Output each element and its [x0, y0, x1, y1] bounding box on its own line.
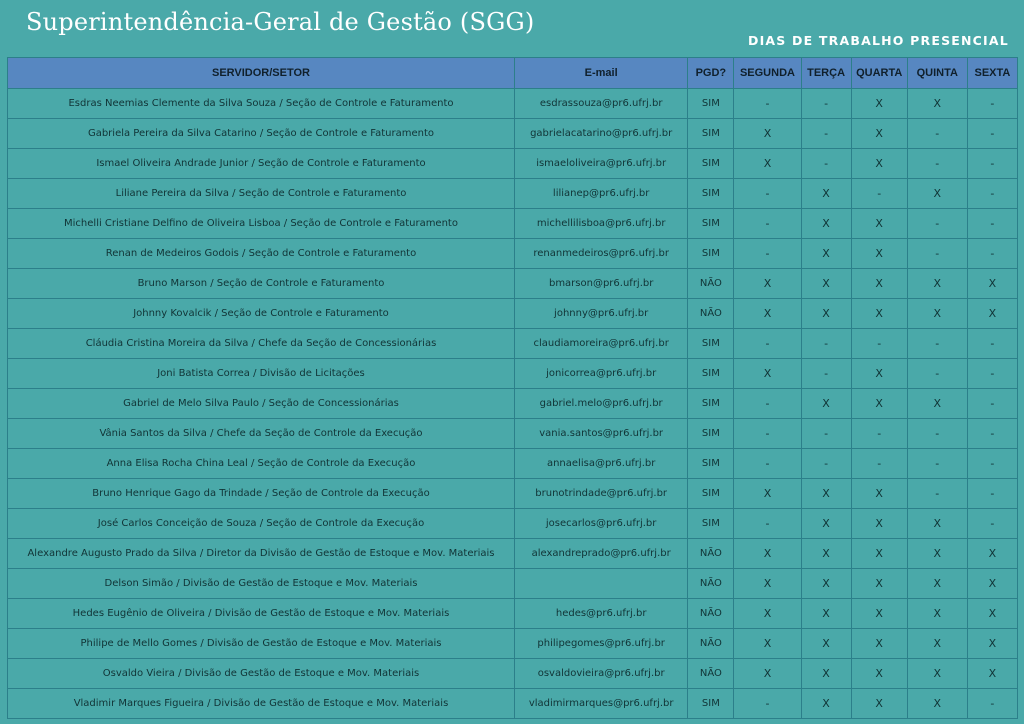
cell-quarta: X	[851, 299, 907, 329]
table-row	[8, 269, 1018, 299]
column-header-terca: TERÇA	[801, 58, 851, 89]
cell-pgd: NÃO	[688, 659, 734, 689]
cell-quarta: -	[851, 419, 907, 449]
cell-terca: -	[801, 329, 851, 359]
cell-quinta: X	[907, 599, 967, 629]
cell-quinta: X	[907, 89, 967, 119]
cell-terca: -	[801, 119, 851, 149]
cell-sexta: -	[967, 329, 1017, 359]
table-header-row	[8, 58, 1018, 89]
table-row	[8, 569, 1018, 599]
cell-email: lilianep@pr6.ufrj.br	[515, 179, 688, 209]
cell-servidor: Osvaldo Vieira / Divisão de Gestão de Estoque e Mov. Materiais	[8, 659, 515, 689]
cell-email: philipegomes@pr6.ufrj.br	[515, 629, 688, 659]
cell-segunda: X	[734, 659, 801, 689]
column-header-quarta: QUARTA	[851, 58, 907, 89]
cell-pgd: NÃO	[688, 569, 734, 599]
cell-terca: -	[801, 149, 851, 179]
cell-sexta: X	[967, 659, 1017, 689]
cell-quinta: -	[907, 479, 967, 509]
cell-servidor: Joni Batista Correa / Divisão de Licitações	[8, 359, 515, 389]
cell-terca: X	[801, 239, 851, 269]
cell-pgd: SIM	[688, 509, 734, 539]
cell-email: esdrassouza@pr6.ufrj.br	[515, 89, 688, 119]
cell-pgd: NÃO	[688, 269, 734, 299]
cell-segunda: -	[734, 89, 801, 119]
cell-quarta: X	[851, 89, 907, 119]
cell-segunda: -	[734, 389, 801, 419]
table-row	[8, 629, 1018, 659]
cell-servidor: Vladimir Marques Figueira / Divisão de Gestão de Estoque e Mov. Materiais	[8, 689, 515, 719]
cell-servidor: José Carlos Conceição de Souza / Seção de Controle da Execução	[8, 509, 515, 539]
cell-servidor: Liliane Pereira da Silva / Seção de Controle e Faturamento	[8, 179, 515, 209]
cell-sexta: -	[967, 359, 1017, 389]
cell-sexta: -	[967, 479, 1017, 509]
cell-quinta: -	[907, 209, 967, 239]
cell-pgd: SIM	[688, 239, 734, 269]
cell-quarta: X	[851, 569, 907, 599]
cell-pgd: SIM	[688, 89, 734, 119]
cell-servidor: Bruno Marson / Seção de Controle e Faturamento	[8, 269, 515, 299]
cell-quinta: -	[907, 119, 967, 149]
cell-email: ismaeloliveira@pr6.ufrj.br	[515, 149, 688, 179]
cell-sexta: -	[967, 389, 1017, 419]
cell-pgd: SIM	[688, 149, 734, 179]
cell-quinta: X	[907, 299, 967, 329]
section-subtitle: DIAS DE TRABALHO PRESENCIAL	[748, 33, 1009, 48]
cell-quinta: X	[907, 629, 967, 659]
table-row	[8, 149, 1018, 179]
cell-pgd: NÃO	[688, 629, 734, 659]
table-row	[8, 689, 1018, 719]
cell-quinta: X	[907, 179, 967, 209]
cell-quinta: -	[907, 419, 967, 449]
attendance-table	[7, 57, 1018, 719]
cell-pgd: SIM	[688, 119, 734, 149]
cell-quarta: X	[851, 689, 907, 719]
cell-pgd: NÃO	[688, 599, 734, 629]
cell-sexta: X	[967, 599, 1017, 629]
cell-quarta: X	[851, 479, 907, 509]
cell-sexta: -	[967, 239, 1017, 269]
cell-segunda: -	[734, 209, 801, 239]
cell-terca: -	[801, 89, 851, 119]
cell-email: renanmedeiros@pr6.ufrj.br	[515, 239, 688, 269]
cell-quarta: X	[851, 599, 907, 629]
cell-segunda: -	[734, 419, 801, 449]
cell-sexta: X	[967, 539, 1017, 569]
cell-servidor: Gabriela Pereira da Silva Catarino / Seção de Controle e Faturamento	[8, 119, 515, 149]
cell-segunda: -	[734, 689, 801, 719]
cell-quarta: X	[851, 149, 907, 179]
table-row	[8, 509, 1018, 539]
cell-quinta: X	[907, 659, 967, 689]
table-row	[8, 179, 1018, 209]
cell-email: vania.santos@pr6.ufrj.br	[515, 419, 688, 449]
cell-servidor: Alexandre Augusto Prado da Silva / Diretor da Divisão de Gestão de Estoque e Mov. Materiais	[8, 539, 515, 569]
cell-quarta: X	[851, 539, 907, 569]
table-row	[8, 539, 1018, 569]
cell-quarta: X	[851, 629, 907, 659]
cell-email: claudiamoreira@pr6.ufrj.br	[515, 329, 688, 359]
cell-email: bmarson@pr6.ufrj.br	[515, 269, 688, 299]
cell-email: vladimirmarques@pr6.ufrj.br	[515, 689, 688, 719]
cell-servidor: Cláudia Cristina Moreira da Silva / Chefe da Seção de Concessionárias	[8, 329, 515, 359]
page-title: Superintendência-Geral de Gestão (SGG)	[26, 8, 535, 36]
cell-segunda: X	[734, 119, 801, 149]
cell-sexta: -	[967, 89, 1017, 119]
cell-servidor: Ismael Oliveira Andrade Junior / Seção de Controle e Faturamento	[8, 149, 515, 179]
table-row	[8, 329, 1018, 359]
column-header-pgd: PGD?	[688, 58, 734, 89]
cell-sexta: X	[967, 629, 1017, 659]
cell-quarta: X	[851, 239, 907, 269]
cell-segunda: X	[734, 149, 801, 179]
cell-terca: -	[801, 359, 851, 389]
cell-servidor: Michelli Cristiane Delfino de Oliveira Lisboa / Seção de Controle e Faturamento	[8, 209, 515, 239]
cell-pgd: SIM	[688, 419, 734, 449]
cell-email: josecarlos@pr6.ufrj.br	[515, 509, 688, 539]
cell-email: alexandreprado@pr6.ufrj.br	[515, 539, 688, 569]
cell-email: michellilisboa@pr6.ufrj.br	[515, 209, 688, 239]
table-row	[8, 119, 1018, 149]
cell-email: osvaldovieira@pr6.ufrj.br	[515, 659, 688, 689]
cell-servidor: Renan de Medeiros Godois / Seção de Controle e Faturamento	[8, 239, 515, 269]
cell-quinta: X	[907, 389, 967, 419]
column-header-servidor: SERVIDOR/SETOR	[8, 58, 515, 89]
cell-terca: X	[801, 389, 851, 419]
table-row	[8, 299, 1018, 329]
cell-segunda: X	[734, 569, 801, 599]
cell-quarta: X	[851, 359, 907, 389]
cell-servidor: Vânia Santos da Silva / Chefe da Seção de Controle da Execução	[8, 419, 515, 449]
cell-pgd: NÃO	[688, 299, 734, 329]
table-row	[8, 389, 1018, 419]
cell-pgd: NÃO	[688, 539, 734, 569]
table-row	[8, 209, 1018, 239]
table-row	[8, 419, 1018, 449]
cell-email: gabriel.melo@pr6.ufrj.br	[515, 389, 688, 419]
cell-servidor: Delson Simão / Divisão de Gestão de Estoque e Mov. Materiais	[8, 569, 515, 599]
cell-quarta: X	[851, 269, 907, 299]
cell-segunda: X	[734, 269, 801, 299]
cell-sexta: -	[967, 119, 1017, 149]
cell-pgd: SIM	[688, 329, 734, 359]
cell-quinta: -	[907, 449, 967, 479]
cell-terca: X	[801, 539, 851, 569]
column-header-sexta: SEXTA	[967, 58, 1017, 89]
cell-pgd: SIM	[688, 689, 734, 719]
cell-quarta: X	[851, 119, 907, 149]
table-row	[8, 359, 1018, 389]
cell-email: brunotrindade@pr6.ufrj.br	[515, 479, 688, 509]
cell-quinta: X	[907, 269, 967, 299]
cell-segunda: X	[734, 359, 801, 389]
cell-segunda: -	[734, 179, 801, 209]
cell-quarta: -	[851, 329, 907, 359]
column-header-quinta: QUINTA	[907, 58, 967, 89]
cell-email: gabrielacatarino@pr6.ufrj.br	[515, 119, 688, 149]
cell-servidor: Anna Elisa Rocha China Leal / Seção de Controle da Execução	[8, 449, 515, 479]
cell-pgd: SIM	[688, 479, 734, 509]
cell-quinta: -	[907, 239, 967, 269]
cell-terca: X	[801, 179, 851, 209]
cell-quarta: -	[851, 449, 907, 479]
cell-terca: X	[801, 659, 851, 689]
cell-email: hedes@pr6.ufrj.br	[515, 599, 688, 629]
cell-segunda: -	[734, 449, 801, 479]
cell-terca: X	[801, 689, 851, 719]
cell-quinta: X	[907, 689, 967, 719]
cell-segunda: X	[734, 599, 801, 629]
table-row	[8, 659, 1018, 689]
cell-segunda: X	[734, 299, 801, 329]
cell-sexta: -	[967, 689, 1017, 719]
cell-terca: X	[801, 479, 851, 509]
cell-terca: X	[801, 509, 851, 539]
cell-servidor: Philipe de Mello Gomes / Divisão de Gestão de Estoque e Mov. Materiais	[8, 629, 515, 659]
table-row	[8, 449, 1018, 479]
table-row	[8, 479, 1018, 509]
cell-servidor: Hedes Eugênio de Oliveira / Divisão de Gestão de Estoque e Mov. Materiais	[8, 599, 515, 629]
cell-servidor: Johnny Kovalcik / Seção de Controle e Faturamento	[8, 299, 515, 329]
cell-quinta: -	[907, 329, 967, 359]
cell-quarta: X	[851, 209, 907, 239]
cell-sexta: -	[967, 209, 1017, 239]
cell-quinta: -	[907, 359, 967, 389]
cell-quinta: X	[907, 569, 967, 599]
column-header-email: E-mail	[515, 58, 688, 89]
cell-terca: X	[801, 209, 851, 239]
cell-servidor: Esdras Neemias Clemente da Silva Souza / Seção de Controle e Faturamento	[8, 89, 515, 119]
cell-sexta: -	[967, 419, 1017, 449]
cell-pgd: SIM	[688, 179, 734, 209]
cell-servidor: Gabriel de Melo Silva Paulo / Seção de Concessionárias	[8, 389, 515, 419]
cell-servidor: Bruno Henrique Gago da Trindade / Seção de Controle da Execução	[8, 479, 515, 509]
column-header-segunda: SEGUNDA	[734, 58, 801, 89]
cell-terca: -	[801, 419, 851, 449]
cell-segunda: X	[734, 539, 801, 569]
cell-quarta: -	[851, 179, 907, 209]
cell-sexta: X	[967, 299, 1017, 329]
cell-pgd: SIM	[688, 389, 734, 419]
cell-sexta: -	[967, 149, 1017, 179]
cell-segunda: X	[734, 629, 801, 659]
cell-terca: X	[801, 629, 851, 659]
cell-terca: X	[801, 569, 851, 599]
cell-quinta: X	[907, 509, 967, 539]
cell-sexta: X	[967, 269, 1017, 299]
cell-terca: -	[801, 449, 851, 479]
cell-terca: X	[801, 299, 851, 329]
cell-email: jonicorrea@pr6.ufrj.br	[515, 359, 688, 389]
table-row	[8, 599, 1018, 629]
cell-sexta: -	[967, 179, 1017, 209]
cell-quinta: -	[907, 149, 967, 179]
cell-pgd: SIM	[688, 209, 734, 239]
cell-pgd: SIM	[688, 449, 734, 479]
cell-terca: X	[801, 269, 851, 299]
cell-segunda: X	[734, 479, 801, 509]
cell-quinta: X	[907, 539, 967, 569]
cell-pgd: SIM	[688, 359, 734, 389]
cell-quarta: X	[851, 509, 907, 539]
cell-quarta: X	[851, 389, 907, 419]
cell-email	[515, 569, 688, 599]
cell-email: johnny@pr6.ufrj.br	[515, 299, 688, 329]
cell-terca: X	[801, 599, 851, 629]
cell-segunda: -	[734, 509, 801, 539]
cell-segunda: -	[734, 329, 801, 359]
cell-sexta: -	[967, 449, 1017, 479]
cell-sexta: -	[967, 509, 1017, 539]
cell-sexta: X	[967, 569, 1017, 599]
cell-quarta: X	[851, 659, 907, 689]
cell-segunda: -	[734, 239, 801, 269]
cell-email: annaelisa@pr6.ufrj.br	[515, 449, 688, 479]
table-row	[8, 89, 1018, 119]
table-row	[8, 239, 1018, 269]
